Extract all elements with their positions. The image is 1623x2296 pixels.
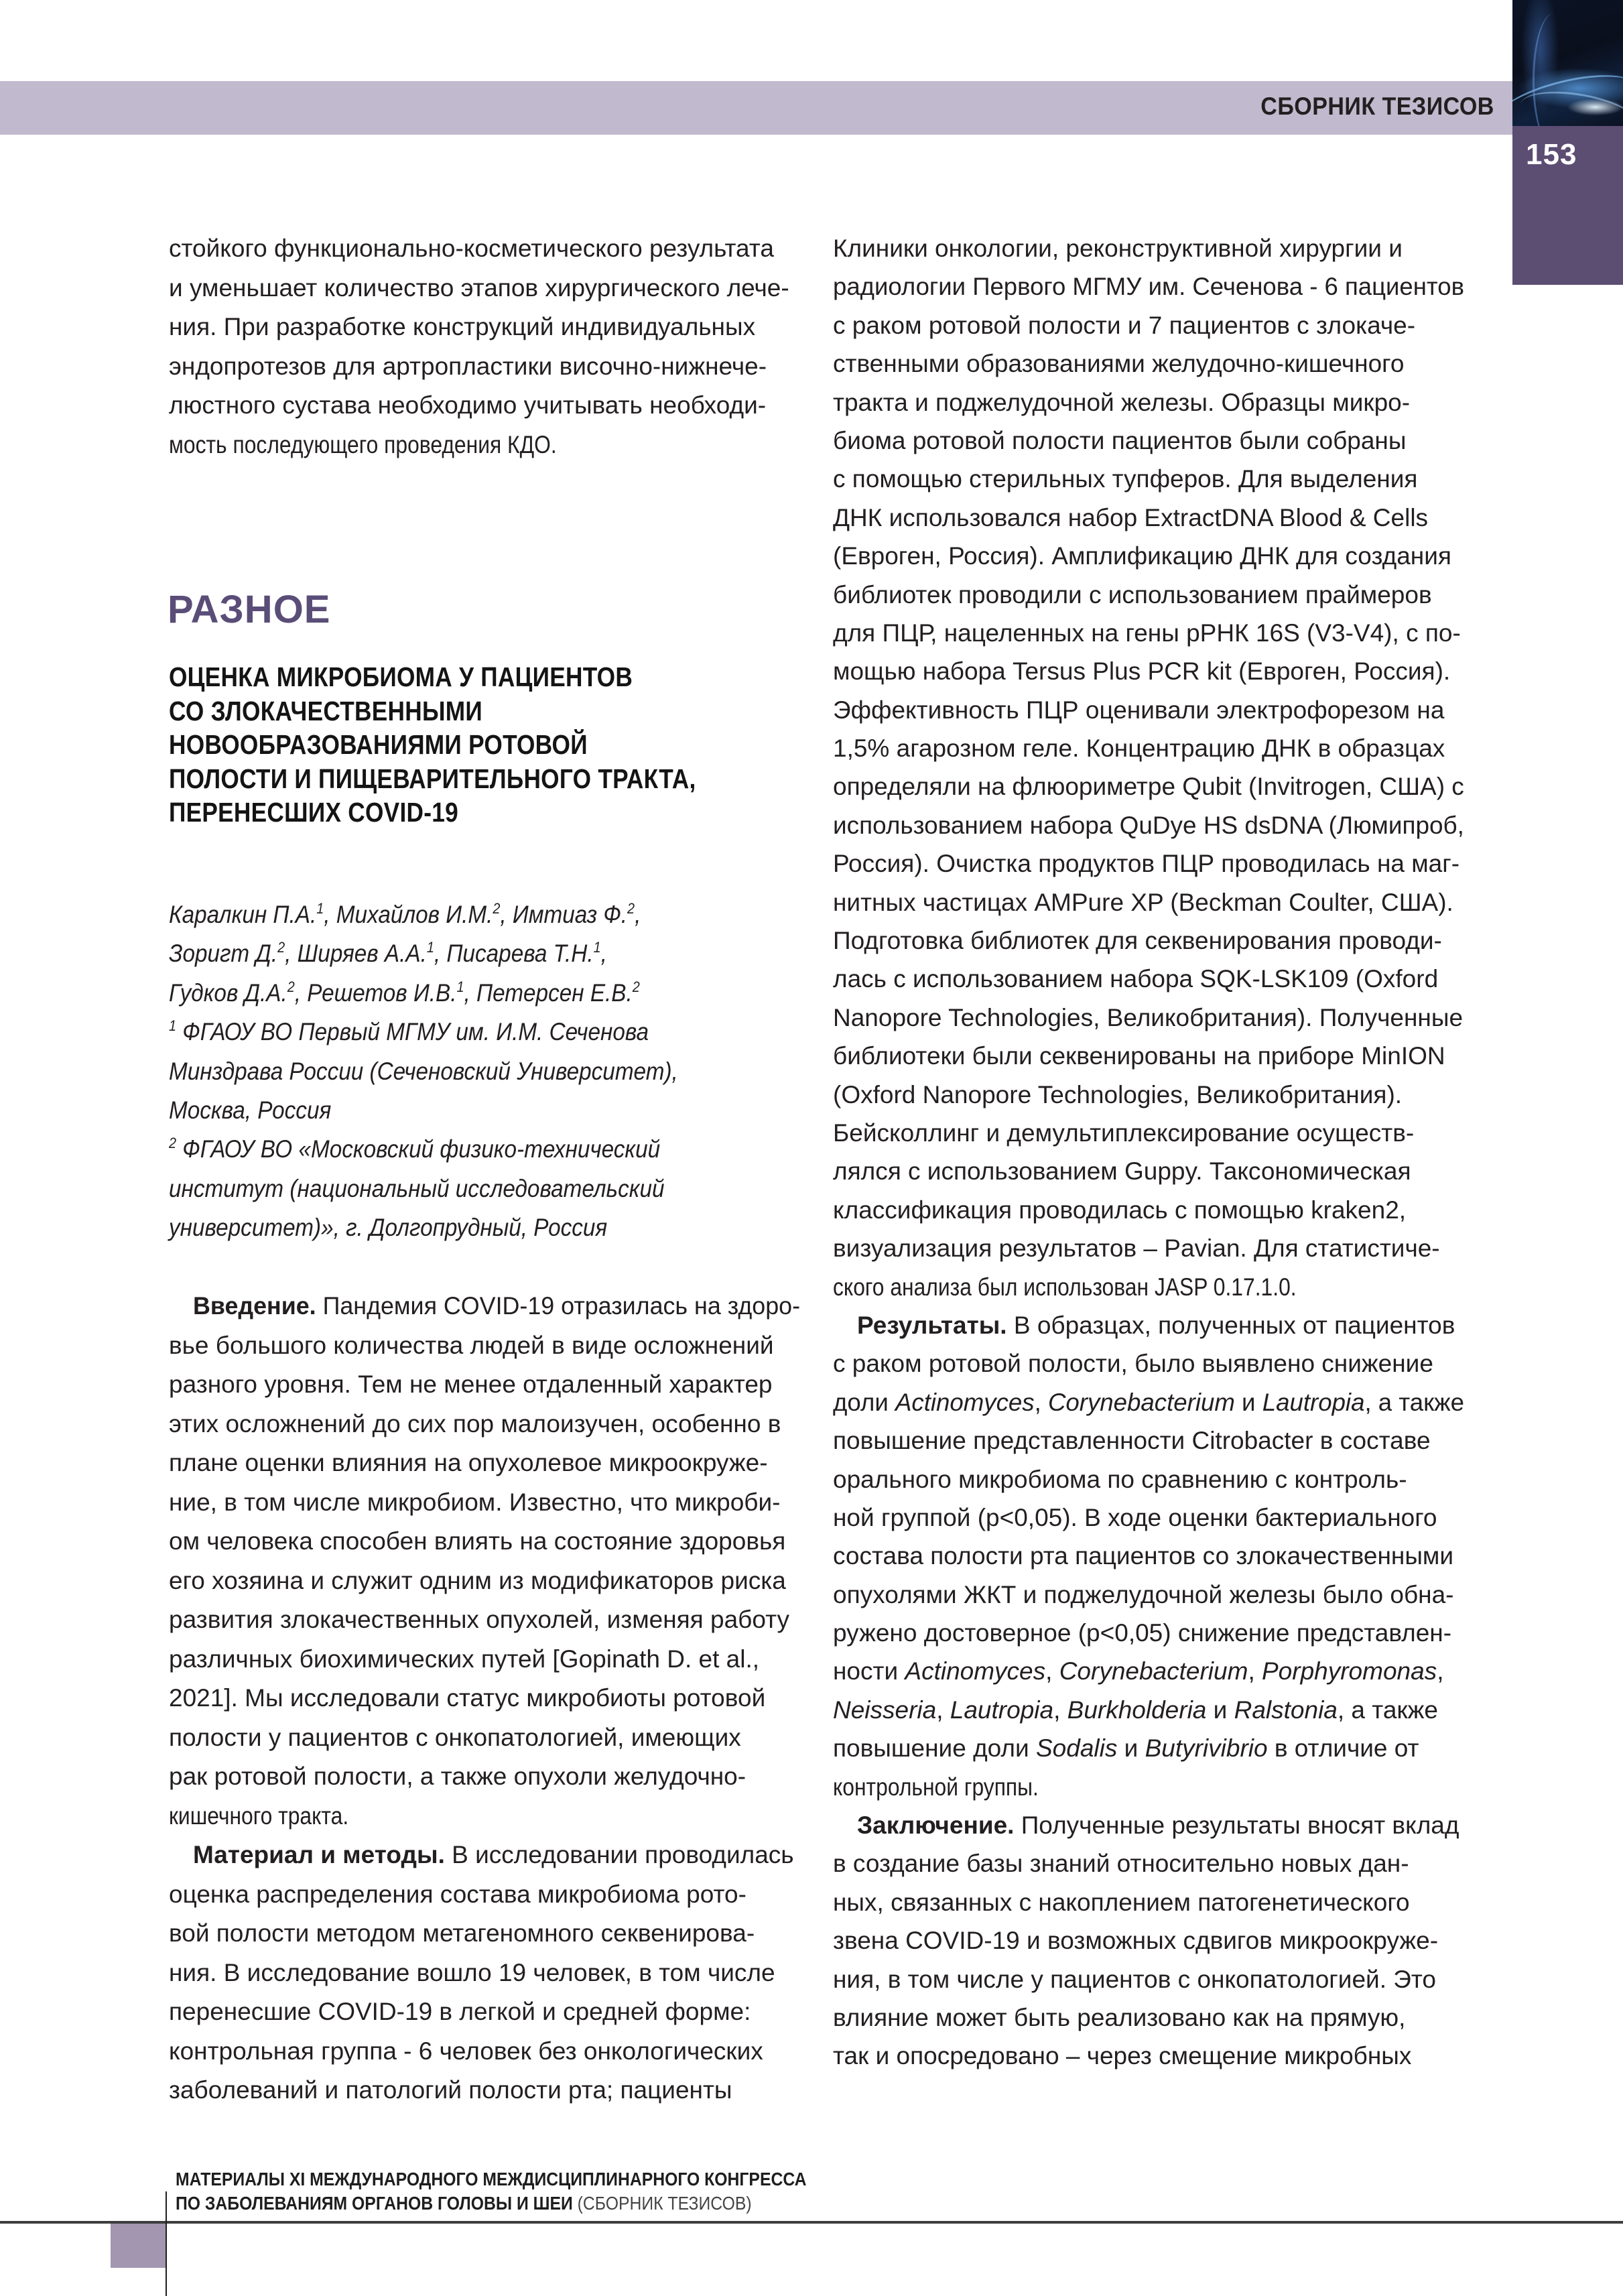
text-line: с помощью стерильных тупферов. Для выделения bbox=[833, 465, 1418, 493]
text-line: его хозяина и служит одним из модификаторов риска bbox=[169, 1566, 786, 1594]
text-line: полости у пациентов с онкопатологией, имеющих bbox=[169, 1723, 741, 1751]
text-line: развития злокачественных опухолей, изменяя работу bbox=[169, 1606, 789, 1633]
affiliation-ref: 1 bbox=[456, 978, 464, 995]
text-line: мость последующего проведения КДО. bbox=[169, 430, 557, 458]
section-title: РАЗНОЕ bbox=[168, 588, 331, 631]
text-line: для ПЦР, нацеленных на гены рРНК 16S (V3-V4), с по- bbox=[833, 619, 1461, 647]
text-line: плане оценки влияния на опухолевое микроокруже- bbox=[169, 1449, 768, 1476]
conclusion-label: Заключение. bbox=[857, 1811, 1015, 1840]
running-title: СБОРНИК ТЕЗИСОВ bbox=[1260, 92, 1494, 120]
text-line: ние, в том числе микробиом. Известно, что микроби- bbox=[169, 1488, 781, 1516]
taxon-name: Lautropia bbox=[1262, 1388, 1365, 1416]
text-line: разного уровня. Тем не менее отдаленный характер bbox=[169, 1370, 773, 1398]
text-line: перенесшие COVID-19 в легкой и средней форме: bbox=[169, 1998, 751, 2025]
article-title bbox=[169, 660, 812, 830]
text-run: , bbox=[1053, 1696, 1067, 1724]
text-line: повышение представленности Citrobacter в составе bbox=[833, 1427, 1431, 1455]
text-line: использованием набора QuDye HS dsDNA (Люмипроб, bbox=[833, 811, 1464, 839]
text-line: ом человека способен влиять на состояние здоровья bbox=[169, 1527, 786, 1555]
results-label: Результаты. bbox=[857, 1311, 1007, 1339]
text-run: ности bbox=[833, 1657, 905, 1685]
affiliation-number: 2 bbox=[169, 1135, 177, 1152]
text-line: ных, связанных с накоплением патогенетического bbox=[833, 1888, 1410, 1916]
footer-subtitle-light: (СБОРНИК ТЕЗИСОВ) bbox=[572, 2193, 752, 2214]
affiliation-text: ФГАОУ ВО «Московский физико-технический bbox=[182, 1135, 661, 1163]
text-line: опухолями ЖКТ и поджелудочной железы было обна- bbox=[833, 1580, 1454, 1608]
article-title-line: ПОЛОСТИ И ПИЩЕВАРИТЕЛЬНОГО ТРАКТА, bbox=[169, 763, 696, 794]
page-number: 153 bbox=[1526, 138, 1577, 171]
text-line: библиотеки были секвенированы на приборе MinION bbox=[833, 1042, 1445, 1070]
footer-subtitle-bold: ПО ЗАБОЛЕВАНИЯМ ОРГАНОВ ГОЛОВЫ И ШЕИ bbox=[176, 2193, 573, 2214]
author-name: Имтиаз Ф. bbox=[512, 901, 628, 928]
text-line: контрольной группы. bbox=[833, 1773, 1039, 1801]
text-run: доли bbox=[833, 1388, 895, 1416]
article-title-line: ОЦЕНКА МИКРОБИОМА У ПАЦИЕНТОВ bbox=[169, 661, 633, 692]
text-line: Клиники онкологии, реконструктивной хирургии и bbox=[833, 235, 1403, 262]
article-title-line: СО ЗЛОКАЧЕСТВЕННЫМИ bbox=[169, 695, 482, 726]
methods-label: Материал и методы. bbox=[193, 1841, 445, 1868]
affiliation-ref: 1 bbox=[426, 939, 434, 956]
text-line: контрольная группа - 6 человек без онкологических bbox=[169, 2037, 763, 2065]
text-line: с раком ротовой полости, было выявлено снижение bbox=[833, 1350, 1433, 1378]
text-line: биома ротовой полости пациентов были собраны bbox=[833, 426, 1407, 454]
author-name: Ширяев А.А. bbox=[297, 940, 427, 968]
footer-vertical-rule bbox=[166, 2191, 167, 2296]
text-line: звена COVID-19 и возможных сдвигов микроокруже- bbox=[833, 1927, 1439, 1955]
author-name: Гудков Д.А. bbox=[169, 978, 287, 1007]
text-line: состава полости рта пациентов со злокачественными bbox=[833, 1542, 1454, 1570]
text-line: стойкого функционально-косметического результата bbox=[169, 235, 774, 262]
text-run: и bbox=[1117, 1734, 1145, 1763]
taxon-name: Corynebacterium bbox=[1047, 1388, 1235, 1416]
text-line: ружено достоверное (p<0,05) снижение представлен- bbox=[833, 1619, 1452, 1647]
text-line: Бейсколлинг и демультиплексирование осуществ- bbox=[833, 1119, 1415, 1147]
taxon-name: Lautropia bbox=[950, 1696, 1054, 1724]
affiliation-ref: 2 bbox=[287, 978, 295, 995]
conclusion-first-line bbox=[833, 1806, 1464, 1844]
article-title-line: НОВООБРАЗОВАНИЯМИ РОТОВОЙ bbox=[169, 729, 588, 760]
methods-first-line bbox=[169, 1836, 800, 1875]
text-line: вой полости методом метагеномного секвенирова- bbox=[169, 1919, 755, 1947]
text-run: Пандемия COVID-19 отразилась на здоро- bbox=[316, 1292, 801, 1320]
text-line: этих осложнений до сих пор малоизучен, особенно в bbox=[169, 1409, 781, 1438]
side-decorative-photo bbox=[1512, 0, 1623, 126]
text-line: нитных частицах AMPure XP (Beckman Coulter, США). bbox=[833, 888, 1453, 916]
affiliation-ref: 2 bbox=[493, 900, 501, 917]
text-line: (Oxford Nanopore Technologies, Великобритания). bbox=[833, 1080, 1403, 1108]
text-line: ной группой (p<0,05). В ходе оценки бактериального bbox=[833, 1503, 1437, 1531]
authors-line: Гудков Д.А.$^2$, Решетов И.В.$^1$, Петерсен Е.В.$^2$ bbox=[169, 978, 640, 1007]
taxon-name: Corynebacterium bbox=[1059, 1657, 1248, 1685]
footer-journal-subtitle bbox=[176, 2193, 752, 2214]
text-line: ния. При разработке конструкций индивидуальных bbox=[169, 313, 756, 340]
text-line: лась с использованием набора SQK-LSK109 (Oxford bbox=[833, 965, 1439, 993]
text-line: оценка распределения состава микробиома рото- bbox=[169, 1880, 746, 1908]
page-number-box bbox=[1512, 126, 1623, 285]
text-line: так и опосредовано – через смещение микробных bbox=[833, 2042, 1412, 2070]
taxon-name: Porphyromonas bbox=[1262, 1657, 1437, 1685]
text-line: Россия). Очистка продуктов ПЦР проводилась на маг- bbox=[833, 850, 1460, 878]
footer-journal-title: МАТЕРИАЛЫ XI МЕЖДУНАРОДНОГО МЕЖДИСЦИПЛИНАРНОГО КОНГРЕССА bbox=[176, 2169, 807, 2189]
authors-line: Каралкин П.А.$^1$, Михайлов И.М.$^2$, Имтиаз Ф.$^2$, bbox=[169, 900, 641, 928]
footer-rule bbox=[0, 2221, 1623, 2224]
text-line bbox=[833, 1729, 1464, 1767]
text-run: , bbox=[1437, 1657, 1444, 1685]
affiliation-line: институт (национальный исследовательский bbox=[169, 1174, 665, 1202]
text-line: лялся с использованием Guppy. Таксономическая bbox=[833, 1157, 1411, 1186]
author-name: Решетов И.В. bbox=[307, 978, 457, 1007]
affiliation-ref: 1 bbox=[593, 939, 601, 956]
text-run: , bbox=[1248, 1657, 1262, 1685]
results-first-line bbox=[833, 1306, 1464, 1344]
text-line: ДНК использовался набор ExtractDNA Blood & Cells bbox=[833, 503, 1429, 531]
text-line: с раком ротовой полости и 7 пациентов с злокаче- bbox=[833, 311, 1416, 339]
affiliation-line: университет)», г. Долгопрудный, Россия bbox=[169, 1214, 608, 1242]
text-line: ского анализа был использован JASP 0.17.1.0. bbox=[833, 1273, 1297, 1301]
light-streak-decoration bbox=[1533, 13, 1575, 126]
text-line: библиотек проводили с использованием праймеров bbox=[833, 580, 1432, 609]
text-line: Подготовка библиотек для секвенирования проводи- bbox=[833, 927, 1442, 955]
text-run: , bbox=[936, 1696, 950, 1724]
text-run: и bbox=[1234, 1388, 1262, 1416]
taxon-name: Ralstonia bbox=[1234, 1696, 1338, 1724]
affiliation-number: 1 bbox=[169, 1017, 177, 1035]
affiliation-line bbox=[169, 1013, 748, 1051]
text-line: вье большого количества людей в виде осложнений bbox=[169, 1331, 774, 1359]
authors-block bbox=[169, 895, 812, 1248]
text-line bbox=[833, 1652, 1464, 1690]
text-line: заболеваний и патологий полости рта; пациенты bbox=[169, 2076, 732, 2104]
affiliation-line: Минздрава России (Сеченовский Университет), bbox=[169, 1057, 678, 1085]
author-name: Писарева Т.Н. bbox=[446, 940, 594, 968]
authors-line: Зоригт Д.$^2$, Ширяев А.А.$^1$, Писарева Т.Н.$^1$, bbox=[169, 939, 607, 968]
text-line: определяли на флюориметре Qubit (Invitrogen, США) с bbox=[833, 773, 1464, 801]
text-line: и уменьшает количество этапов хирургического лече- bbox=[169, 273, 789, 302]
text-line: кишечного тракта. bbox=[169, 1801, 349, 1830]
affiliation-line bbox=[169, 1130, 748, 1169]
text-line: орального микробиома по сравнению с контроль- bbox=[833, 1465, 1407, 1493]
text-line: ния. В исследование вошло 19 человек, в том числе bbox=[169, 1958, 775, 1986]
text-run: , bbox=[1045, 1657, 1059, 1685]
text-run: , а также bbox=[1337, 1696, 1438, 1724]
author-name: Петерсен Е.В. bbox=[476, 978, 633, 1007]
text-line: ния, в том числе у пациентов с онкопатологией. Это bbox=[833, 1965, 1436, 1993]
affiliation-ref: 2 bbox=[632, 978, 640, 995]
taxon-name: Sodalis bbox=[1035, 1734, 1118, 1763]
text-line: Эффективность ПЦР оценивали электрофорезом на bbox=[833, 696, 1445, 724]
taxon-name: Actinomyces bbox=[895, 1388, 1035, 1416]
article-title-line: ПЕРЕНЕСШИХ COVID-19 bbox=[169, 797, 458, 828]
text-line: в создание базы знаний относительно новых дан- bbox=[833, 1850, 1409, 1878]
text-run: Полученные результаты вносят вклад bbox=[1014, 1811, 1459, 1840]
text-run: В исследовании проводилась bbox=[444, 1841, 794, 1868]
intro-first-line bbox=[169, 1287, 800, 1326]
author-name: Зоригт Д. bbox=[169, 940, 278, 968]
text-line: рак ротовой полости, а также опухоли желудочно- bbox=[169, 1763, 746, 1790]
taxon-name: Burkholderia bbox=[1067, 1696, 1207, 1724]
text-line: классификация проводилась с помощью kraken2, bbox=[833, 1196, 1407, 1224]
text-line bbox=[833, 1691, 1464, 1729]
author-name: Каралкин П.А. bbox=[169, 901, 317, 928]
text-line: люстного сустава необходимо учитывать необходи- bbox=[169, 391, 767, 419]
affiliation-text: ФГАОУ ВО Первый МГМУ им. И.М. Сеченова bbox=[182, 1018, 649, 1046]
text-line: 2021]. Мы исследовали статус микробиоты ротовой bbox=[169, 1684, 766, 1712]
text-line: Nanopore Technologies, Великобритания). Полученные bbox=[833, 1003, 1464, 1031]
taxon-name: Butyrivibrio bbox=[1145, 1734, 1268, 1763]
text-line: влияние может быть реализовано как на прямую, bbox=[833, 2003, 1406, 2031]
left-column-continuation bbox=[169, 229, 800, 464]
affiliation-line: Москва, Россия bbox=[169, 1096, 332, 1124]
left-column-body bbox=[169, 1287, 800, 2110]
text-line: (Евроген, Россия). Амплификацию ДНК для создания bbox=[833, 542, 1451, 570]
text-run: , а также bbox=[1364, 1388, 1465, 1416]
text-line: визуализация результатов – Pavian. Для статистиче- bbox=[833, 1234, 1440, 1263]
text-run: В образцах, полученных от пациентов bbox=[1007, 1311, 1455, 1339]
affiliation-ref: 2 bbox=[277, 939, 285, 956]
affiliation-ref: 1 bbox=[316, 900, 324, 917]
text-line: ственными образованиями желудочно-кишечного bbox=[833, 350, 1405, 378]
text-line: эндопротезов для артропластики височно-нижнече- bbox=[169, 352, 767, 380]
intro-label: Введение. bbox=[193, 1292, 316, 1320]
right-column-body bbox=[833, 229, 1464, 2076]
text-run: в отличие от bbox=[1267, 1734, 1419, 1763]
text-run: повышение доли bbox=[833, 1734, 1036, 1763]
text-line: 1,5% агарозном геле. Концентрацию ДНК в образцах bbox=[833, 735, 1445, 763]
author-name: Михайлов И.М. bbox=[336, 901, 493, 928]
text-run: , bbox=[1034, 1388, 1048, 1416]
text-line: различных биохимических путей [Gopinath D. et al., bbox=[169, 1645, 760, 1673]
text-line: радиологии Первого МГМУ им. Сеченова - 6 пациентов bbox=[833, 273, 1464, 301]
affiliation-ref: 2 bbox=[627, 900, 635, 917]
text-line bbox=[833, 1383, 1464, 1421]
footer-accent-box bbox=[111, 2224, 166, 2268]
text-line: мощью набора Tersus Plus PCR kit (Евроген, Россия). bbox=[833, 657, 1451, 686]
text-run: и bbox=[1206, 1696, 1234, 1724]
text-line: тракта и поджелудочной железы. Образцы микро- bbox=[833, 388, 1411, 416]
taxon-name: Actinomyces bbox=[905, 1657, 1046, 1685]
taxon-name: Neisseria bbox=[833, 1696, 937, 1724]
